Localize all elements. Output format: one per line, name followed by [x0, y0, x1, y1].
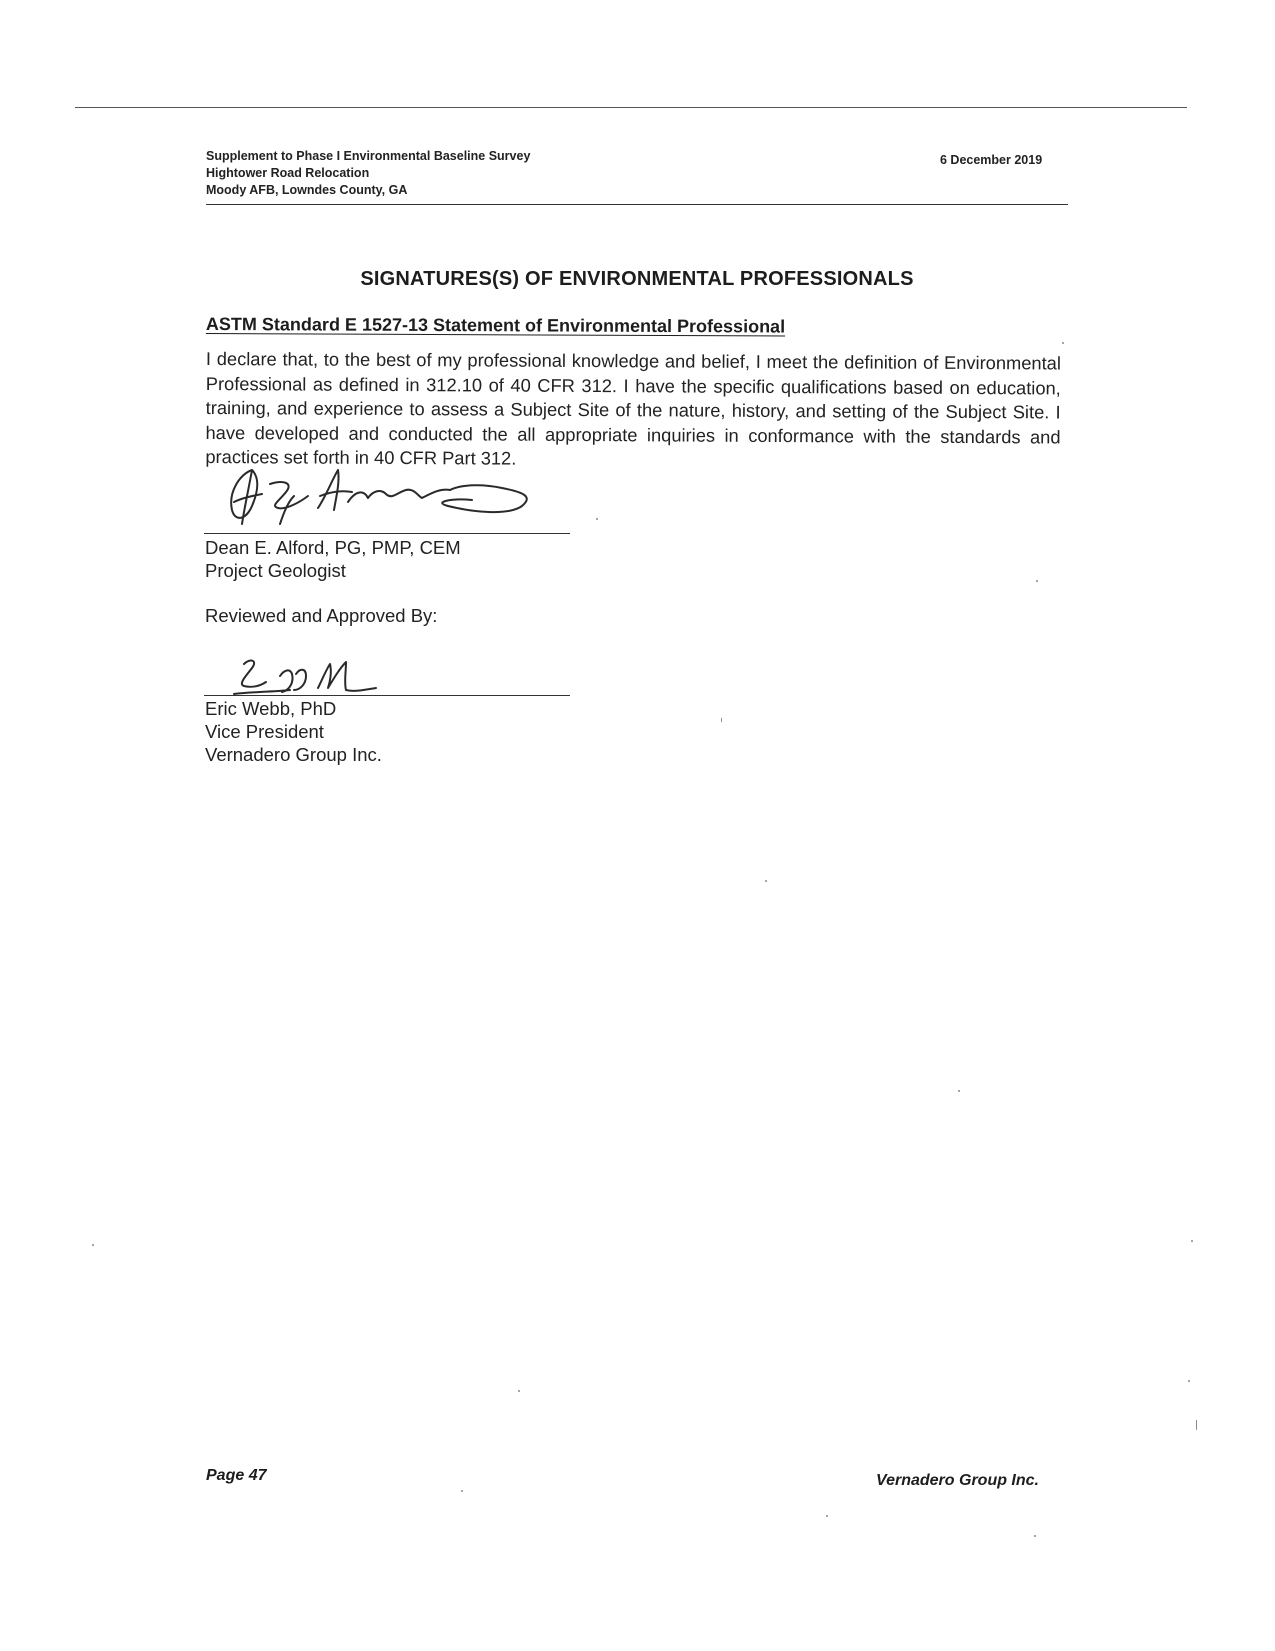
- section-heading: ASTM Standard E 1527-13 Statement of Environmental Professional: [205, 314, 786, 337]
- signatory-2-block: [205, 697, 382, 766]
- scan-speck: [1036, 580, 1038, 582]
- statement-paragraph: I declare that, to the best of my professional knowledge and belief, I meet the definition of Environmental Professional as defined in 312.10 of 40 CFR 312. I have the specific qualifications based on education, training, and experience to assess a Subject Site of the nature, history, and setting of the Subject Site. I have developed and conducted the all appropriate inquiries in conformance with the standards and practices set forth in 40 CFR Part 312.: [205, 348, 1061, 469]
- scan-speck: [721, 718, 722, 722]
- scan-speck: [596, 518, 598, 520]
- scan-speck: [1196, 1420, 1197, 1430]
- document-header: [206, 148, 1066, 199]
- scan-border-rule: [75, 107, 1187, 108]
- signatory-2-name: Eric Webb, PhD: [205, 698, 337, 719]
- scan-speck: [1034, 1535, 1036, 1537]
- header-location: Moody AFB, Lowndes County, GA: [206, 183, 408, 197]
- scan-speck: [765, 880, 767, 882]
- signatory-1-block: [205, 536, 461, 582]
- page-number: Page 47: [206, 1467, 267, 1484]
- header-divider: [206, 204, 1068, 205]
- scan-speck: [826, 1515, 828, 1517]
- scan-speck: [1062, 342, 1064, 344]
- signatory-2-title: Vice President: [205, 721, 324, 742]
- scan-speck: [92, 1244, 94, 1246]
- page-title: SIGNATURES(S) OF ENVIRONMENTAL PROFESSIONALS: [360, 268, 914, 290]
- scan-speck: [1188, 1380, 1190, 1382]
- header-report-title: Supplement to Phase I Environmental Baseline Survey: [206, 149, 531, 163]
- scan-speck: [958, 1090, 960, 1092]
- footer-company: Vernadero Group Inc.: [876, 1472, 1039, 1489]
- signatory-2-company: Vernadero Group Inc.: [205, 744, 382, 765]
- signature-dean-alford: [222, 462, 562, 530]
- signature-line: [204, 695, 570, 696]
- signatory-1-name: Dean E. Alford, PG, PMP, CEM: [205, 537, 461, 558]
- signatory-1-title: Project Geologist: [205, 560, 346, 581]
- scan-speck: [461, 1490, 463, 1492]
- reviewed-label: Reviewed and Approved By:: [205, 605, 438, 626]
- signature-line: [204, 533, 570, 534]
- scan-speck: [518, 1390, 520, 1392]
- scan-speck: [1191, 1240, 1193, 1242]
- header-project-name: Hightower Road Relocation: [206, 166, 370, 180]
- signature-eric-webb: [230, 652, 390, 698]
- header-date: 6 December 2019: [940, 153, 1043, 167]
